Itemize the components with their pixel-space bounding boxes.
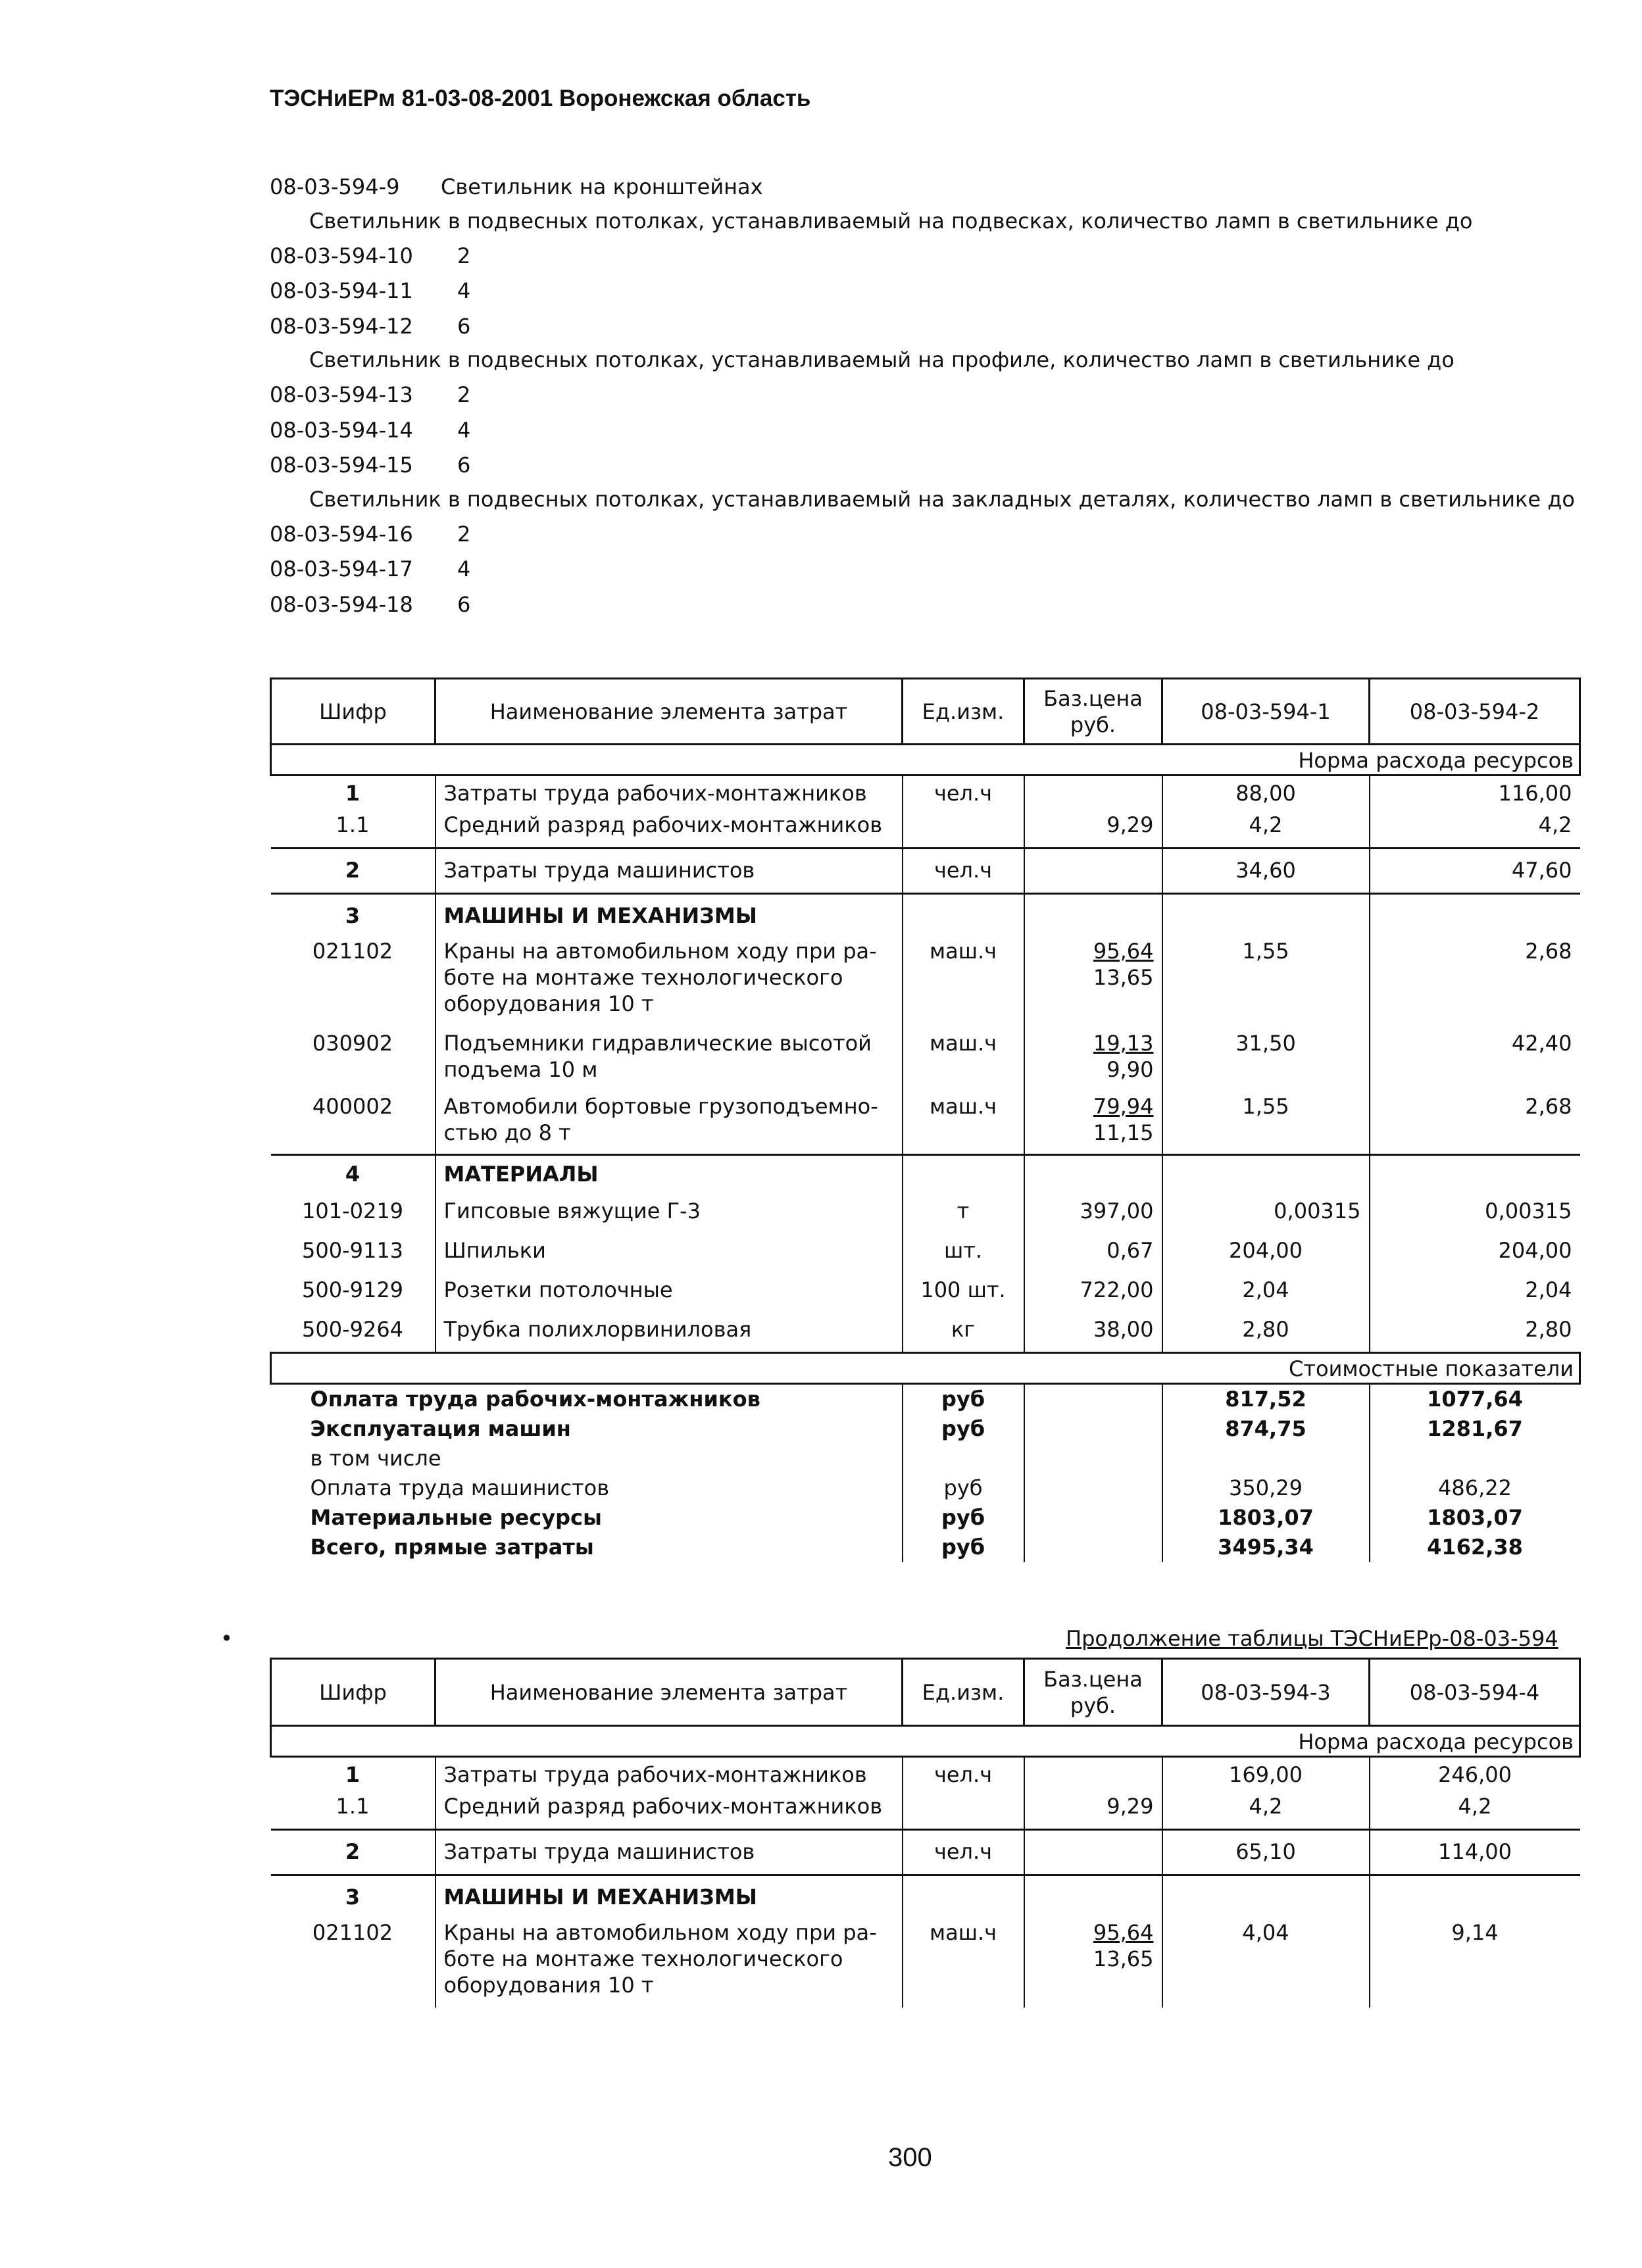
list-item bbox=[270, 587, 1585, 623]
summary-value-1: 1803,07 bbox=[1162, 1503, 1370, 1533]
cell-code: 1.1 bbox=[336, 812, 370, 837]
cell-unit: чел.ч bbox=[903, 849, 1024, 894]
item-value: 4 bbox=[457, 278, 471, 303]
summary-value-2: 1803,07 bbox=[1370, 1503, 1580, 1533]
cell-value-2: 2,68 bbox=[1370, 933, 1580, 1027]
summary-unit: руб bbox=[903, 1503, 1024, 1533]
cell-value-2: 2,80 bbox=[1370, 1310, 1580, 1353]
table-row bbox=[271, 1191, 1580, 1231]
cell-value-1: 34,60 bbox=[1162, 849, 1370, 894]
summary-value-2: 486,22 bbox=[1370, 1473, 1580, 1503]
header-code: Шифр bbox=[271, 1659, 435, 1726]
cell-code: 4 bbox=[271, 1155, 435, 1192]
cell-name: Трубка полихлорвиниловая bbox=[435, 1310, 903, 1353]
summary-value-1: 817,52 bbox=[1162, 1384, 1370, 1415]
cell-name: Гипсовые вяжущие Г-3 bbox=[435, 1191, 903, 1231]
cell-price: 0,67 bbox=[1024, 1231, 1162, 1270]
band-label: Норма расхода ресурсов bbox=[271, 1726, 1580, 1757]
header-price-line2: руб. bbox=[1070, 1692, 1116, 1718]
cell-code: 1.1 bbox=[336, 1794, 370, 1819]
summary-row bbox=[271, 1384, 1580, 1415]
summary-unit: руб bbox=[903, 1414, 1024, 1444]
cell-empty bbox=[1370, 1875, 1580, 1915]
cell-code: 021102 bbox=[312, 1920, 393, 1945]
item-code: 08-03-594-12 bbox=[270, 313, 413, 339]
table-row bbox=[271, 1310, 1580, 1353]
list-item bbox=[270, 378, 1585, 413]
cell-value-2: 0,00315 bbox=[1370, 1191, 1580, 1231]
summary-row bbox=[271, 1414, 1580, 1444]
cell-value-1: 88,00 bbox=[1162, 776, 1370, 807]
header-price bbox=[1024, 1659, 1162, 1726]
cell-unit bbox=[903, 1788, 1024, 1830]
item-code: 08-03-594-11 bbox=[270, 278, 413, 303]
table-row bbox=[271, 806, 1580, 849]
item-code: 08-03-594-9 bbox=[270, 174, 400, 199]
cell-empty bbox=[903, 1875, 1024, 1915]
header-col2: 08-03-594-2 bbox=[1370, 679, 1580, 745]
cell-name: Средний разряд рабочих-монтажников bbox=[435, 1788, 903, 1830]
cell-price bbox=[1024, 1091, 1162, 1155]
cell-name bbox=[435, 1027, 903, 1091]
price-base: 95,64 bbox=[1093, 1920, 1154, 1945]
cell-unit: маш.ч bbox=[903, 1914, 1024, 2008]
name-line: оборудования 10 т bbox=[443, 1973, 654, 1998]
header-price-line1: Баз.цена bbox=[1043, 685, 1143, 711]
table-row bbox=[271, 1270, 1580, 1310]
cell-empty bbox=[1370, 1155, 1580, 1192]
price-wage: 13,65 bbox=[1093, 1946, 1154, 1971]
price-wage: 9,90 bbox=[1107, 1057, 1154, 1082]
document-header: ТЭСНиЕРм 81-03-08-2001 Воронежская область bbox=[270, 86, 811, 111]
cell-value-2: 47,60 bbox=[1370, 849, 1580, 894]
table-row bbox=[271, 1914, 1580, 2008]
summary-label: в том числе bbox=[310, 1446, 441, 1471]
cell-name: Средний разряд рабочих-монтажников bbox=[435, 806, 903, 849]
section-band bbox=[271, 1353, 1580, 1384]
name-line: боте на монтаже технологического bbox=[443, 965, 843, 990]
cell-value-1: 1,55 bbox=[1162, 1091, 1370, 1155]
list-item bbox=[270, 448, 1585, 483]
summary-value-1: 3495,34 bbox=[1162, 1533, 1370, 1562]
price-wage: 13,65 bbox=[1093, 965, 1154, 990]
cell-name bbox=[435, 1914, 903, 2008]
item-value: 4 bbox=[457, 556, 471, 581]
name-line: Краны на автомобильном ходу при ра- bbox=[443, 939, 877, 964]
cell-value-1: 31,50 bbox=[1162, 1027, 1370, 1091]
cell-unit: кг bbox=[903, 1310, 1024, 1353]
summary-value-1: 874,75 bbox=[1162, 1414, 1370, 1444]
item-value: 4 bbox=[457, 417, 471, 443]
resource-table-2 bbox=[270, 1658, 1581, 2008]
table-row bbox=[271, 1155, 1580, 1192]
continuation-text: Продолжение таблицы ТЭСНиЕРр-08-03-594 bbox=[1066, 1626, 1558, 1651]
cell-price: 9,29 bbox=[1024, 806, 1162, 849]
cell-name bbox=[435, 933, 903, 1027]
summary-unit: руб bbox=[903, 1384, 1024, 1415]
cell-price bbox=[1024, 849, 1162, 894]
table-row bbox=[271, 1788, 1580, 1830]
cell-unit bbox=[903, 806, 1024, 849]
cell-name: МАШИНЫ И МЕХАНИЗМЫ bbox=[435, 1875, 903, 1915]
group-description: Светильник в подвесных потолках, устанавливаемый на закладных деталях, количество ламп в светильнике до bbox=[309, 486, 1575, 512]
cell-price bbox=[1024, 776, 1162, 807]
cell-name: Затраты труда машинистов bbox=[435, 1830, 903, 1875]
summary-row bbox=[271, 1473, 1580, 1503]
cell-price: 397,00 bbox=[1024, 1191, 1162, 1231]
cell-code: 1 bbox=[271, 1757, 435, 1788]
cell-value-2: 116,00 bbox=[1370, 776, 1580, 807]
cell-empty bbox=[1024, 1875, 1162, 1915]
list-item bbox=[270, 413, 1585, 449]
cell-price bbox=[1024, 1830, 1162, 1875]
header-col2: 08-03-594-4 bbox=[1370, 1659, 1580, 1726]
cell-empty bbox=[1162, 1444, 1370, 1473]
continuation-caption bbox=[1066, 1626, 1558, 1651]
cell-price: 38,00 bbox=[1024, 1310, 1162, 1353]
section-band bbox=[271, 1726, 1580, 1757]
cell-code: 500-9129 bbox=[301, 1277, 404, 1302]
cell-unit: маш.ч bbox=[903, 933, 1024, 1027]
cell-value-1: 2,80 bbox=[1162, 1310, 1370, 1353]
item-code: 08-03-594-18 bbox=[270, 591, 413, 617]
table-header-row bbox=[271, 679, 1580, 745]
header-name: Наименование элемента затрат bbox=[435, 1659, 903, 1726]
cell-empty bbox=[1370, 1444, 1580, 1473]
name-line: Автомобили бортовые грузоподъемно- bbox=[443, 1094, 878, 1119]
table-row bbox=[271, 894, 1580, 933]
name-line: оборудования 10 т bbox=[443, 991, 654, 1016]
table-row bbox=[271, 776, 1580, 807]
item-value: 2 bbox=[457, 243, 471, 268]
header-name: Наименование элемента затрат bbox=[435, 679, 903, 745]
list-item bbox=[270, 170, 1585, 205]
item-code: 08-03-594-10 bbox=[270, 243, 413, 268]
item-code: 08-03-594-15 bbox=[270, 453, 413, 478]
summary-value-2: 1281,67 bbox=[1370, 1414, 1580, 1444]
cell-code: 400002 bbox=[312, 1094, 393, 1119]
cell-name: Затраты труда рабочих-монтажников bbox=[435, 776, 903, 807]
group-description: Светильник в подвесных потолках, устанавливаемый на подвесках, количество ламп в светильнике до bbox=[309, 208, 1473, 234]
cell-empty bbox=[1024, 1155, 1162, 1192]
cell-empty bbox=[1370, 894, 1580, 933]
name-line: Подъемники гидравлические высотой bbox=[443, 1031, 872, 1056]
cell-price bbox=[1024, 1914, 1162, 2008]
list-item bbox=[270, 239, 1585, 274]
section-band bbox=[271, 745, 1580, 776]
summary-label: Материальные ресурсы bbox=[310, 1505, 602, 1530]
cell-unit: маш.ч bbox=[903, 1027, 1024, 1091]
cell-code: 3 bbox=[271, 894, 435, 933]
table-row bbox=[271, 933, 1580, 1027]
summary-label: Оплата труда рабочих-монтажников bbox=[310, 1387, 760, 1412]
band-label: Стоимостные показатели bbox=[271, 1353, 1580, 1384]
cell-value-2: 4,2 bbox=[1370, 1788, 1580, 1830]
cell-empty bbox=[903, 1444, 1024, 1473]
name-line: стью до 8 т bbox=[443, 1120, 571, 1145]
cell-value-1: 204,00 bbox=[1162, 1231, 1370, 1270]
list-item bbox=[270, 309, 1585, 345]
resource-table-1 bbox=[270, 678, 1581, 1562]
header-col1: 08-03-594-1 bbox=[1162, 679, 1370, 745]
header-price-line1: Баз.цена bbox=[1043, 1666, 1143, 1692]
cell-unit: чел.ч bbox=[903, 1830, 1024, 1875]
cell-value-2: 2,04 bbox=[1370, 1270, 1580, 1310]
cell-empty bbox=[1024, 1414, 1162, 1444]
cell-value-1: 65,10 bbox=[1162, 1830, 1370, 1875]
cell-name: Розетки потолочные bbox=[435, 1270, 903, 1310]
cell-empty bbox=[1024, 894, 1162, 933]
cell-value-2: 9,14 bbox=[1370, 1914, 1580, 2008]
intro-list bbox=[270, 170, 1585, 622]
cell-value-1: 1,55 bbox=[1162, 933, 1370, 1027]
name-line: подъема 10 м bbox=[443, 1057, 598, 1082]
table-row bbox=[271, 1875, 1580, 1915]
item-code: 08-03-594-14 bbox=[270, 417, 413, 443]
name-line: боте на монтаже технологического bbox=[443, 1946, 843, 1971]
cell-empty bbox=[1162, 894, 1370, 933]
cell-value-2: 42,40 bbox=[1370, 1027, 1580, 1091]
cell-price: 722,00 bbox=[1024, 1270, 1162, 1310]
price-base: 19,13 bbox=[1093, 1031, 1154, 1056]
item-value: 6 bbox=[457, 591, 471, 617]
cell-empty bbox=[1024, 1473, 1162, 1503]
header-col1: 08-03-594-3 bbox=[1162, 1659, 1370, 1726]
list-item bbox=[270, 274, 1585, 309]
table-row bbox=[271, 1830, 1580, 1875]
cell-code: 3 bbox=[271, 1875, 435, 1915]
cell-name: МАШИНЫ И МЕХАНИЗМЫ bbox=[435, 894, 903, 933]
header-unit: Ед.изм. bbox=[903, 679, 1024, 745]
price-base: 95,64 bbox=[1093, 939, 1154, 964]
cell-empty bbox=[1162, 1875, 1370, 1915]
item-value: 2 bbox=[457, 382, 471, 407]
cell-value-1: 4,2 bbox=[1162, 806, 1370, 849]
name-line: Краны на автомобильном ходу при ра- bbox=[443, 1920, 877, 1945]
cell-value-1: 2,04 bbox=[1162, 1270, 1370, 1310]
cell-unit: чел.ч bbox=[903, 1757, 1024, 1788]
cell-unit: т bbox=[903, 1191, 1024, 1231]
cell-code: 1 bbox=[271, 776, 435, 807]
cell-value-2: 4,2 bbox=[1370, 806, 1580, 849]
price-wage: 11,15 bbox=[1093, 1120, 1154, 1145]
cell-value-2: 204,00 bbox=[1370, 1231, 1580, 1270]
item-value: 2 bbox=[457, 521, 471, 547]
cell-empty bbox=[1024, 1384, 1162, 1415]
table-row bbox=[271, 1027, 1580, 1091]
cell-code: 2 bbox=[271, 1830, 435, 1875]
cell-unit: шт. bbox=[903, 1231, 1024, 1270]
cell-unit: маш.ч bbox=[903, 1091, 1024, 1155]
summary-label: Эксплуатация машин bbox=[310, 1416, 571, 1441]
table-row bbox=[271, 849, 1580, 894]
item-text: Светильник на кронштейнах bbox=[441, 174, 763, 199]
cell-value-1: 4,2 bbox=[1162, 1788, 1370, 1830]
cell-value-2: 2,68 bbox=[1370, 1091, 1580, 1155]
cell-price bbox=[1024, 1757, 1162, 1788]
price-base: 79,94 bbox=[1093, 1094, 1154, 1119]
item-code: 08-03-594-13 bbox=[270, 382, 413, 407]
item-value: 6 bbox=[457, 453, 471, 478]
stray-mark: • bbox=[220, 1626, 233, 1651]
item-value: 6 bbox=[457, 313, 471, 339]
cell-value-1: 0,00315 bbox=[1162, 1191, 1370, 1231]
item-code: 08-03-594-16 bbox=[270, 521, 413, 547]
cell-name: Затраты труда рабочих-монтажников bbox=[435, 1757, 903, 1788]
list-item bbox=[270, 517, 1585, 553]
cell-empty bbox=[903, 894, 1024, 933]
cell-code: 500-9264 bbox=[301, 1317, 404, 1342]
summary-row bbox=[271, 1503, 1580, 1533]
summary-label: Оплата труда машинистов bbox=[310, 1475, 610, 1500]
page-number: 300 bbox=[888, 2143, 932, 2172]
header-code: Шифр bbox=[271, 679, 435, 745]
cell-empty bbox=[1162, 1155, 1370, 1192]
item-code: 08-03-594-17 bbox=[270, 556, 413, 581]
group-description: Светильник в подвесных потолках, устанавливаемый на профиле, количество ламп в светильнике до bbox=[309, 347, 1455, 372]
cell-code: 101-0219 bbox=[301, 1198, 404, 1223]
table-row bbox=[271, 1757, 1580, 1788]
cell-value-2: 114,00 bbox=[1370, 1830, 1580, 1875]
cell-empty bbox=[1024, 1444, 1162, 1473]
cell-name bbox=[435, 1091, 903, 1155]
band-label: Норма расхода ресурсов bbox=[271, 745, 1580, 776]
cell-value-2: 246,00 bbox=[1370, 1757, 1580, 1788]
cell-code: 500-9113 bbox=[301, 1238, 404, 1263]
summary-unit: руб bbox=[903, 1473, 1024, 1503]
summary-row bbox=[271, 1533, 1580, 1562]
cell-name: Затраты труда машинистов bbox=[435, 849, 903, 894]
cell-price bbox=[1024, 1027, 1162, 1091]
cell-name: МАТЕРИАЛЫ bbox=[435, 1155, 903, 1192]
cell-empty bbox=[1024, 1533, 1162, 1562]
cell-unit: чел.ч bbox=[903, 776, 1024, 807]
header-price bbox=[1024, 679, 1162, 745]
summary-row bbox=[271, 1444, 1580, 1473]
summary-label: Всего, прямые затраты bbox=[310, 1535, 594, 1560]
cell-unit: 100 шт. bbox=[903, 1270, 1024, 1310]
cell-price: 9,29 bbox=[1024, 1788, 1162, 1830]
table-header-row bbox=[271, 1659, 1580, 1726]
cell-value-1: 4,04 bbox=[1162, 1914, 1370, 2008]
list-item bbox=[270, 552, 1585, 587]
cell-name: Шпильки bbox=[435, 1231, 903, 1270]
summary-value-2: 1077,64 bbox=[1370, 1384, 1580, 1415]
cell-empty bbox=[1024, 1503, 1162, 1533]
table-row bbox=[271, 1231, 1580, 1270]
header-price-line2: руб. bbox=[1070, 712, 1116, 737]
cell-code: 2 bbox=[271, 849, 435, 894]
cell-code: 030902 bbox=[312, 1031, 393, 1056]
cell-price bbox=[1024, 933, 1162, 1027]
cell-empty bbox=[903, 1155, 1024, 1192]
summary-value-1: 350,29 bbox=[1162, 1473, 1370, 1503]
summary-unit: руб bbox=[903, 1533, 1024, 1562]
cell-code: 021102 bbox=[312, 939, 393, 964]
table-row bbox=[271, 1091, 1580, 1155]
summary-value-2: 4162,38 bbox=[1370, 1533, 1580, 1562]
header-unit: Ед.изм. bbox=[903, 1659, 1024, 1726]
cell-value-1: 169,00 bbox=[1162, 1757, 1370, 1788]
